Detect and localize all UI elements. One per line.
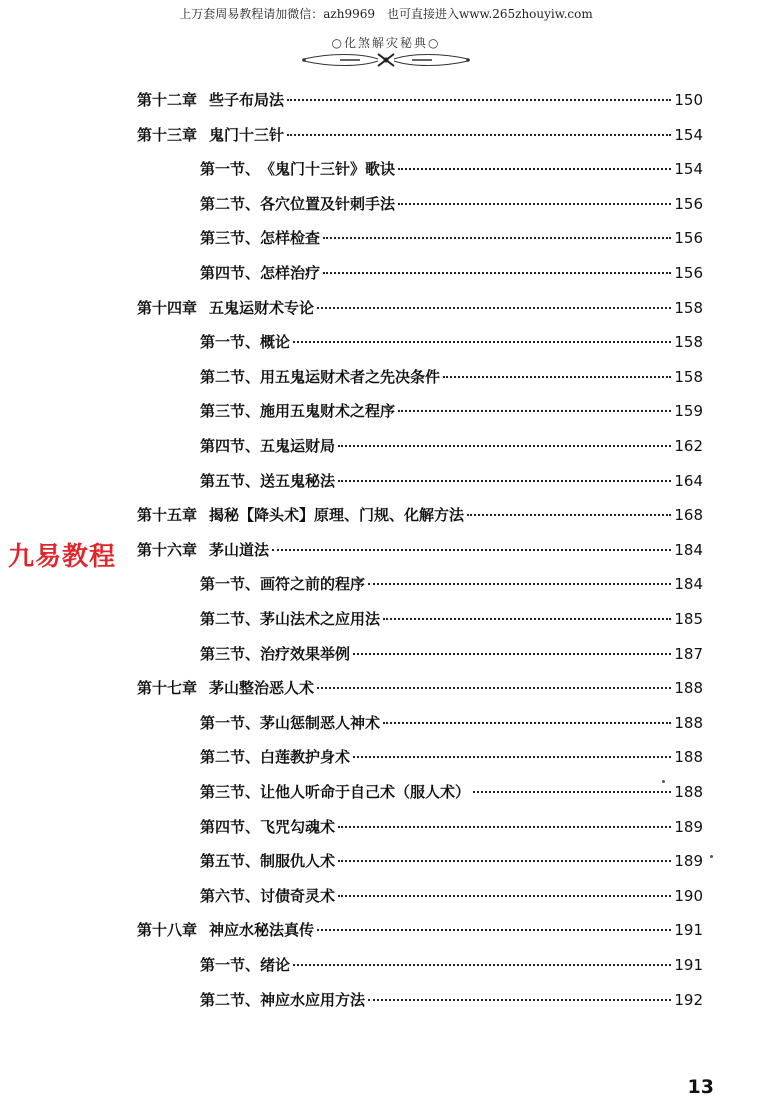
toc-section-entry	[200, 643, 703, 665]
toc-entry-separator: 、	[245, 437, 261, 455]
toc-entry-page: 156	[674, 229, 703, 247]
toc-entry-title: 白莲教护身术	[260, 748, 351, 766]
dot-leader	[272, 549, 671, 551]
toc-entry-page: 158	[674, 333, 703, 351]
toc-section-entry	[200, 954, 703, 976]
toc-entry-title: 些子布局法	[209, 91, 285, 109]
toc-chapter-entry	[137, 539, 703, 561]
toc-entry-number: 第二节	[200, 368, 246, 386]
toc-entry-title: 飞咒勾魂术	[260, 818, 336, 836]
dot-leader	[368, 999, 671, 1001]
toc-entry-page: 188	[674, 783, 703, 801]
dot-leader	[317, 307, 671, 309]
toc-entry-number: 第十八章	[137, 921, 198, 939]
toc-section-entry	[200, 850, 703, 872]
toc-entry-page: 158	[674, 368, 703, 386]
toc-entry-separator: 、	[245, 748, 261, 766]
toc-section-entry	[200, 193, 703, 215]
toc-entry-page: 192	[674, 991, 703, 1009]
toc-chapter-entry	[137, 919, 703, 941]
toc-entry-number: 第一节	[200, 160, 246, 178]
toc-entry-page: 162	[674, 437, 703, 455]
dot-leader	[398, 203, 671, 205]
dot-leader	[368, 583, 671, 585]
toc-entry-title: 五鬼运财局	[260, 437, 336, 455]
toc-entry-page: 184	[674, 575, 703, 593]
toc-entry-title: 让他人听命于自己术（服人术）	[260, 783, 471, 801]
toc-entry-title: 茅山整治恶人术	[209, 679, 315, 697]
toc-entry-title: 揭秘【降头术】原理、门规、化解方法	[209, 506, 465, 524]
running-header-title: ○化煞解灾秘典○	[331, 36, 441, 50]
toc-entry-page: 191	[674, 921, 703, 939]
toc-entry-number: 第一节	[200, 333, 246, 351]
toc-section-entry	[200, 331, 703, 353]
toc-entry-number: 第六节	[200, 887, 246, 905]
toc-entry-page: 168	[674, 506, 703, 524]
toc-entry-page: 190	[674, 887, 703, 905]
top-banner: 上万套周易教程请加微信：azh9969 也可直接进入www.265zhouyiw.com	[179, 7, 593, 21]
toc-entry-title: 讨债奇灵术	[260, 887, 336, 905]
toc-entry-number: 第十六章	[137, 541, 198, 559]
toc-entry-page: 185	[674, 610, 703, 628]
toc-entry-separator: 、	[245, 714, 261, 732]
toc-entry-number: 第十五章	[137, 506, 198, 524]
toc-entry-number: 第一节	[200, 575, 246, 593]
dot-leader	[353, 653, 671, 655]
toc-entry-page: 184	[674, 541, 703, 559]
dot-leader	[473, 791, 671, 793]
toc-section-entry	[200, 227, 703, 249]
toc-entry-separator: 、	[245, 333, 261, 351]
toc-entry-title: 神应水应用方法	[260, 991, 366, 1009]
dot-leader	[287, 99, 671, 101]
toc-entry-page: 156	[674, 195, 703, 213]
toc-entry-title: 制服仇人术	[260, 852, 336, 870]
dot-leader	[353, 756, 671, 758]
toc-entry-separator: 、	[245, 991, 261, 1009]
toc-entry-title: 画符之前的程序	[260, 575, 366, 593]
dot-leader	[338, 445, 671, 447]
toc-entry-title: 茅山法术之应用法	[260, 610, 381, 628]
toc-entry-separator: 、	[245, 645, 261, 663]
toc-entry-number: 第五节	[200, 852, 246, 870]
toc-entry-separator: 、	[245, 783, 261, 801]
toc-entry-page: 159	[674, 402, 703, 420]
toc-entry-page: 187	[674, 645, 703, 663]
dot-leader	[338, 826, 671, 828]
toc-entry-page: 188	[674, 748, 703, 766]
toc-entry-separator: 、	[245, 887, 261, 905]
toc-section-entry	[200, 816, 703, 838]
dot-leader	[338, 895, 671, 897]
toc-entry-separator: 、	[245, 264, 261, 282]
dot-leader	[398, 168, 671, 170]
toc-entry-title: 概论	[260, 333, 291, 351]
toc-chapter-entry	[137, 89, 703, 111]
toc-entry-number: 第二节	[200, 195, 246, 213]
toc-entry-separator: 、	[245, 610, 261, 628]
header-ornament	[300, 50, 472, 70]
toc-section-entry	[200, 435, 703, 457]
toc-entry-number: 第二节	[200, 610, 246, 628]
toc-entry-number: 第四节	[200, 264, 246, 282]
toc-entry-title: 绪论	[260, 956, 291, 974]
dot-leader	[317, 929, 671, 931]
toc-entry-title: 施用五鬼财术之程序	[260, 402, 396, 420]
dot-leader	[398, 410, 671, 412]
dot-leader	[317, 687, 671, 689]
dot-leader	[293, 964, 671, 966]
toc-entry-separator: 、	[245, 195, 261, 213]
toc-chapter-entry	[137, 297, 703, 319]
toc-entry-separator: 、	[245, 818, 261, 836]
toc-entry-title: 送五鬼秘法	[260, 472, 336, 490]
toc-entry-separator: 、	[245, 472, 261, 490]
toc-entry-page: 191	[674, 956, 703, 974]
scan-speck	[710, 855, 713, 858]
toc-entry-title: 各穴位置及针刺手法	[260, 195, 396, 213]
toc-entry-number: 第十七章	[137, 679, 198, 697]
toc-section-entry	[200, 608, 703, 630]
toc-entry-number: 第十二章	[137, 91, 198, 109]
toc-entry-page: 189	[674, 818, 703, 836]
toc-entry-separator: 、	[245, 160, 261, 178]
dot-leader	[383, 618, 671, 620]
toc-entry-separator: 、	[245, 956, 261, 974]
toc-entry-number: 第三节	[200, 402, 246, 420]
toc-section-entry	[200, 470, 703, 492]
dot-leader	[443, 376, 671, 378]
toc-entry-title: 五鬼运财术专论	[209, 299, 315, 317]
dot-leader	[323, 237, 671, 239]
toc-entry-page: 156	[674, 264, 703, 282]
toc-entry-page: 154	[674, 126, 703, 144]
toc-entry-number: 第二节	[200, 991, 246, 1009]
toc-entry-title: 神应水秘法真传	[209, 921, 315, 939]
toc-section-entry	[200, 573, 703, 595]
toc-entry-page: 164	[674, 472, 703, 490]
toc-entry-number: 第一节	[200, 714, 246, 732]
toc-chapter-entry	[137, 124, 703, 146]
toc-entry-title: 鬼门十三针	[209, 126, 285, 144]
watermark-logo: 九易教程	[8, 542, 117, 572]
toc-section-entry	[200, 366, 703, 388]
dot-leader	[383, 722, 671, 724]
toc-entry-title: 茅山惩制恶人神术	[260, 714, 381, 732]
dot-leader	[287, 134, 671, 136]
toc-section-entry	[200, 158, 703, 180]
toc-entry-number: 第四节	[200, 818, 246, 836]
toc-entry-number: 第三节	[200, 645, 246, 663]
toc-section-entry	[200, 746, 703, 768]
toc-entry-page: 150	[674, 91, 703, 109]
toc-entry-page: 154	[674, 160, 703, 178]
toc-entry-separator: 、	[245, 368, 261, 386]
toc-entry-page: 158	[674, 299, 703, 317]
scan-speck	[662, 780, 665, 783]
dot-leader	[338, 480, 671, 482]
toc-entry-page: 188	[674, 679, 703, 697]
toc-section-entry	[200, 781, 703, 803]
dot-leader	[323, 272, 671, 274]
toc-entry-number: 第十三章	[137, 126, 198, 144]
toc-section-entry	[200, 262, 703, 284]
toc-entry-separator: 、	[245, 402, 261, 420]
toc-chapter-entry	[137, 504, 703, 526]
toc-entry-number: 第十四章	[137, 299, 198, 317]
toc-entry-title: 怎样治疗	[260, 264, 321, 282]
dot-leader	[467, 514, 671, 516]
dot-leader	[338, 860, 671, 862]
toc-chapter-entry	[137, 677, 703, 699]
toc-entry-number: 第四节	[200, 437, 246, 455]
dot-leader	[293, 341, 671, 343]
toc-section-entry	[200, 885, 703, 907]
toc-section-entry	[200, 712, 703, 734]
toc-entry-number: 第二节	[200, 748, 246, 766]
toc-entry-separator: 、	[245, 229, 261, 247]
toc-entry-number: 第三节	[200, 783, 246, 801]
page-number: 13	[687, 1076, 714, 1098]
toc-entry-title: 治疗效果举例	[260, 645, 351, 663]
toc-entry-separator: 、	[245, 852, 261, 870]
toc-entry-page: 188	[674, 714, 703, 732]
toc-entry-separator: 、	[245, 575, 261, 593]
toc-entry-title: 怎样检查	[260, 229, 321, 247]
toc-section-entry	[200, 400, 703, 422]
toc-entry-number: 第一节	[200, 956, 246, 974]
toc-entry-title: 茅山道法	[209, 541, 270, 559]
toc-entry-title: 《鬼门十三针》歌诀	[260, 160, 396, 178]
toc-entry-title: 用五鬼运财术者之先决条件	[260, 368, 441, 386]
toc-entry-number: 第三节	[200, 229, 246, 247]
toc-entry-number: 第五节	[200, 472, 246, 490]
toc-section-entry	[200, 989, 703, 1011]
toc-entry-page: 189	[674, 852, 703, 870]
